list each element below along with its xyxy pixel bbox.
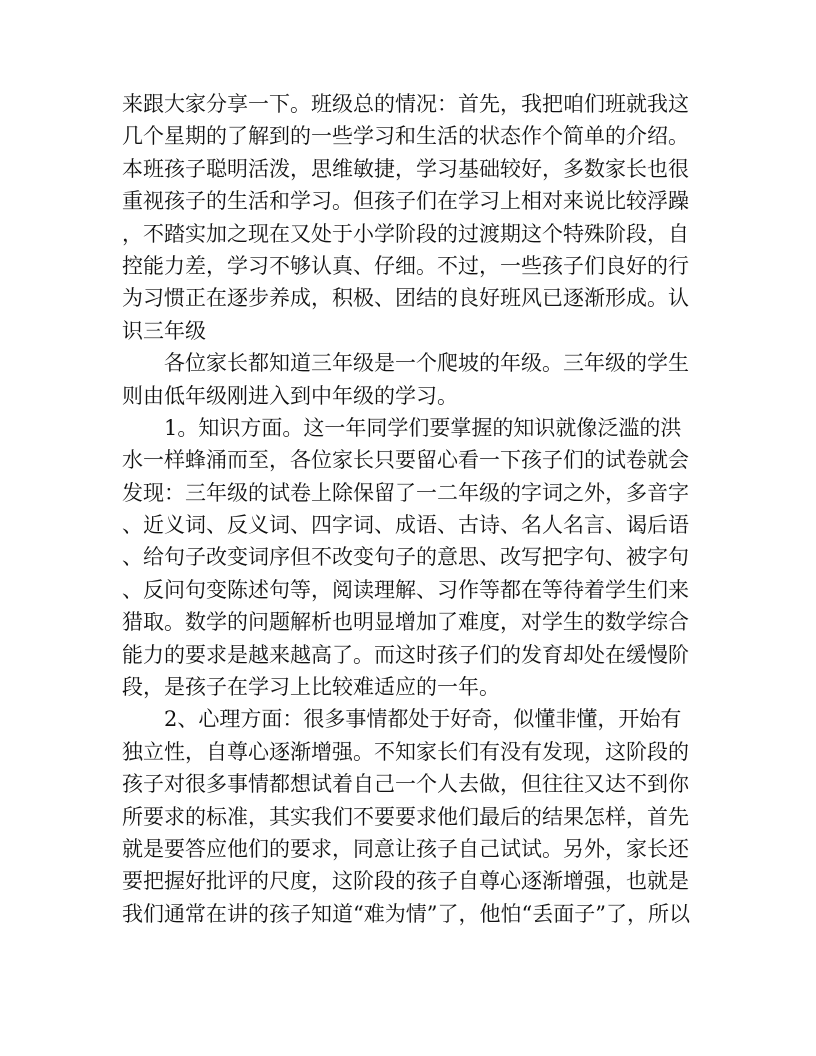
- text-line: 识三年级: [122, 318, 206, 343]
- text-line: 2、心理方面：很多事情都处于好奇，似懂非懂，开始有: [164, 707, 682, 732]
- text-line: 1。知识方面。这一年同学们要掌握的知识就像泛滥的洪: [164, 415, 682, 440]
- text-line: 、给句子改变词序但不改变句子的意思、改写把字句、被字句: [122, 545, 689, 570]
- text-line: 控能力差，学习不够认真、仔细。不过，一些孩子们良好的行: [122, 253, 689, 278]
- text-line: 本班孩子聪明活泼，思维敏捷，学习基础较好，多数家长也很: [122, 156, 689, 181]
- text-line: 、反问句变陈述句等，阅读理解、习作等都在等待着学生们来: [122, 577, 689, 602]
- text-line: 为习惯正在逐步养成，积极、团结的良好班风已逐渐形成。认: [122, 286, 689, 311]
- text-line: 所要求的标准，其实我们不要要求他们最后的结果怎样，首先: [122, 804, 689, 829]
- text-line: 要把握好批评的尺度，这阶段的孩子自尊心逐渐增强，也就是: [122, 869, 689, 894]
- text-line: 猎取。数学的问题解析也明显增加了难度，对学生的数学综合: [122, 610, 689, 635]
- text-line: 几个星期的了解到的一些学习和生活的状态作个简单的介绍。: [122, 124, 689, 149]
- text-line: 来跟大家分享一下。班级总的情况：首先，我把咱们班就我这: [122, 92, 689, 116]
- text-line: 、近义词、反义词、四字词、成语、古诗、名人名言、谒后语: [122, 513, 689, 538]
- text-line: 发现：三年级的试卷上除保留了一二年级的字词之外，多音字: [122, 480, 689, 505]
- text-line: 段，是孩子在学习上比较难适应的一年。: [122, 675, 500, 700]
- text-line: 独立性，自尊心逐渐增强。不知家长们有没有发现，这阶段的: [122, 739, 689, 764]
- text-line: 孩子对很多事情都想试着自己一个人去做，但往往又达不到你: [122, 772, 689, 797]
- text-line: 则由低年级刚进入到中年级的学习。: [122, 383, 458, 408]
- text-line: 重视孩子的生活和学习。但孩子们在学习上相对来说比较浮躁: [122, 189, 689, 214]
- body-text: [122, 88, 702, 930]
- text-line: 我们通常在讲的孩子知道“难为情”了，他怕“丢面子”了，所以: [122, 901, 690, 926]
- text-line: 能力的要求是越来越高了。而这时孩子们的发育却处在缓慢阶: [122, 642, 689, 667]
- text-line: 水一样蜂涌而至，各位家长只要留心看一下孩子们的试卷就会: [122, 448, 689, 473]
- text-line: ，不踏实加之现在又处于小学阶段的过渡期这个特殊阶段，自: [122, 221, 689, 246]
- text-line: 各位家长都知道三年级是一个爬坡的年级。三年级的学生: [164, 351, 689, 376]
- text-line: 就是要答应他们的要求，同意让孩子自己试试。另外，家长还: [122, 836, 689, 861]
